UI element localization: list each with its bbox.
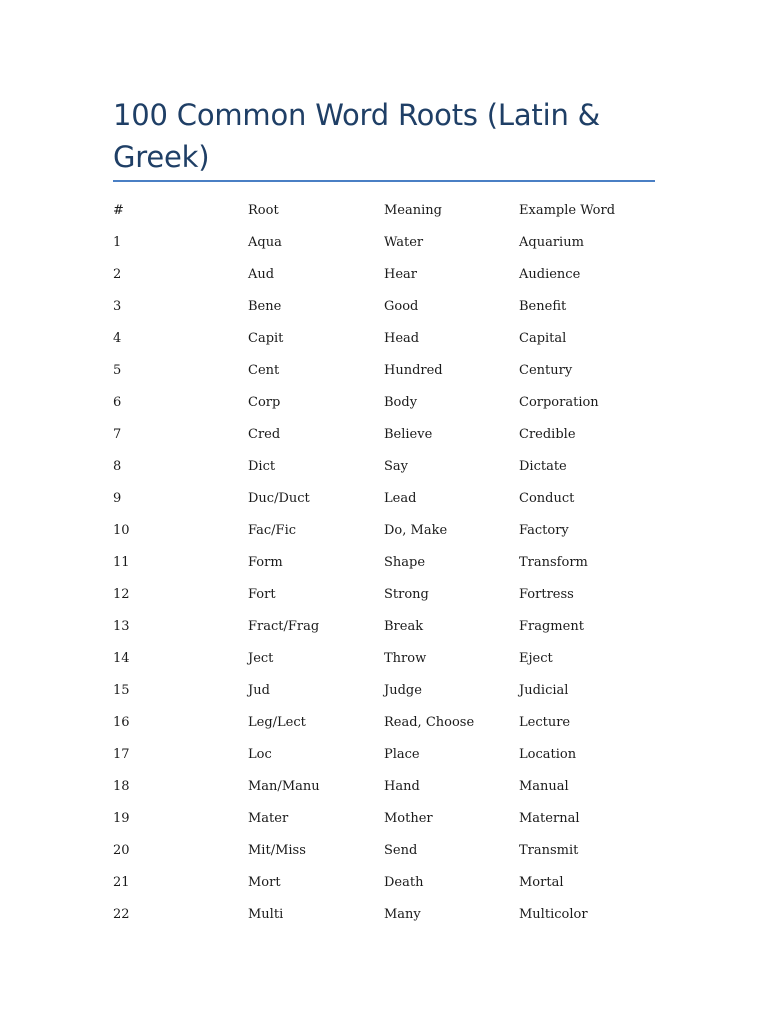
cell-meaning: Strong	[384, 586, 429, 602]
table-row	[113, 290, 673, 322]
table-row	[113, 866, 673, 898]
cell-root: Aqua	[248, 234, 282, 250]
cell-number: 18	[113, 778, 130, 794]
cell-number: 4	[113, 330, 122, 346]
cell-meaning: Say	[384, 458, 409, 474]
table-header-row	[113, 194, 673, 226]
cell-root: Jud	[248, 682, 270, 698]
cell-root: Mit/Miss	[248, 842, 306, 858]
table-row	[113, 610, 673, 642]
cell-number: 1	[113, 234, 122, 250]
table-row	[113, 418, 673, 450]
cell-root: Fac/Fic	[248, 522, 297, 538]
cell-meaning: Judge	[384, 682, 422, 698]
table-row	[113, 386, 673, 418]
cell-meaning: Water	[384, 234, 424, 250]
table-row	[113, 226, 673, 258]
cell-root: Duc/Duct	[248, 490, 310, 506]
cell-meaning: Mother	[384, 810, 433, 826]
cell-number: 6	[113, 394, 122, 410]
cell-example-word: Eject	[519, 650, 553, 666]
cell-root: Mater	[248, 810, 289, 826]
cell-root: Man/Manu	[248, 778, 320, 794]
cell-example-word: Conduct	[519, 490, 575, 506]
cell-root: Leg/Lect	[248, 714, 306, 730]
cell-example-word: Credible	[519, 426, 576, 442]
cell-root: Corp	[248, 394, 281, 410]
cell-root: Mort	[248, 874, 281, 890]
cell-number: 5	[113, 362, 122, 378]
cell-example-word: Audience	[519, 266, 581, 282]
cell-example-word: Transmit	[519, 842, 579, 858]
cell-number: 9	[113, 490, 122, 506]
table-row	[113, 322, 673, 354]
cell-meaning: Break	[384, 618, 424, 634]
cell-example-word: Aquarium	[519, 234, 584, 250]
cell-example-word: Manual	[519, 778, 569, 794]
cell-meaning: Good	[384, 298, 419, 314]
cell-example-word: Fragment	[519, 618, 584, 634]
table-row	[113, 642, 673, 674]
cell-example-word: Fortress	[519, 586, 574, 602]
cell-number: 20	[113, 842, 130, 858]
cell-meaning: Throw	[384, 650, 427, 666]
table-row	[113, 482, 673, 514]
cell-meaning: Do, Make	[384, 522, 448, 538]
table-body	[113, 226, 673, 930]
cell-number: 14	[113, 650, 130, 666]
cell-number: 13	[113, 618, 130, 634]
table-row	[113, 834, 673, 866]
table-row	[113, 802, 673, 834]
cell-example-word: Transform	[519, 554, 588, 570]
cell-number: 3	[113, 298, 122, 314]
cell-example-word: Corporation	[519, 394, 599, 410]
document-title: 100 Common Word Roots (Latin & Greek)	[113, 98, 601, 174]
cell-root: Multi	[248, 906, 284, 922]
cell-example-word: Mortal	[519, 874, 564, 890]
table-row	[113, 674, 673, 706]
cell-meaning: Body	[384, 394, 418, 410]
header-number: #	[113, 202, 124, 218]
header-example-word: Example Word	[519, 202, 616, 218]
cell-number: 11	[113, 554, 130, 570]
cell-meaning: Many	[384, 906, 421, 922]
cell-root: Aud	[248, 266, 275, 282]
table-row	[113, 738, 673, 770]
cell-root: Fort	[248, 586, 276, 602]
cell-meaning: Shape	[384, 554, 426, 570]
cell-number: 17	[113, 746, 130, 762]
cell-meaning: Read, Choose	[384, 714, 475, 730]
cell-example-word: Maternal	[519, 810, 580, 826]
cell-root: Bene	[248, 298, 282, 314]
cell-root: Ject	[248, 650, 274, 666]
cell-root: Cred	[248, 426, 281, 442]
cell-meaning: Believe	[384, 426, 433, 442]
cell-root: Cent	[248, 362, 280, 378]
table-row	[113, 546, 673, 578]
cell-example-word: Benefit	[519, 298, 567, 314]
cell-number: 10	[113, 522, 130, 538]
cell-number: 12	[113, 586, 130, 602]
cell-meaning: Send	[384, 842, 418, 858]
cell-number: 7	[113, 426, 122, 442]
table-row	[113, 770, 673, 802]
cell-example-word: Lecture	[519, 714, 571, 730]
table-row	[113, 898, 673, 930]
cell-number: 8	[113, 458, 122, 474]
cell-number: 15	[113, 682, 130, 698]
cell-number: 16	[113, 714, 130, 730]
cell-number: 19	[113, 810, 130, 826]
table-row	[113, 354, 673, 386]
cell-number: 21	[113, 874, 130, 890]
header-meaning: Meaning	[384, 202, 442, 218]
title-divider	[113, 180, 655, 182]
table-row	[113, 258, 673, 290]
cell-example-word: Multicolor	[519, 906, 588, 922]
table-row	[113, 706, 673, 738]
cell-example-word: Century	[519, 362, 573, 378]
cell-root: Loc	[248, 746, 272, 762]
table-row	[113, 578, 673, 610]
cell-meaning: Lead	[384, 490, 417, 506]
cell-example-word: Location	[519, 746, 577, 762]
cell-meaning: Hear	[384, 266, 417, 282]
table-row	[113, 450, 673, 482]
cell-example-word: Capital	[519, 330, 567, 346]
cell-meaning: Head	[384, 330, 420, 346]
word-roots-table	[113, 194, 673, 930]
cell-meaning: Death	[384, 874, 424, 890]
cell-root: Dict	[248, 458, 276, 474]
table-row	[113, 514, 673, 546]
cell-example-word: Judicial	[519, 682, 569, 698]
cell-example-word: Factory	[519, 522, 569, 538]
cell-number: 22	[113, 906, 130, 922]
cell-example-word: Dictate	[519, 458, 567, 474]
cell-meaning: Hundred	[384, 362, 443, 378]
cell-root: Fract/Frag	[248, 618, 320, 634]
header-root: Root	[248, 202, 279, 218]
cell-meaning: Hand	[384, 778, 420, 794]
cell-root: Form	[248, 554, 283, 570]
cell-number: 2	[113, 266, 122, 282]
cell-meaning: Place	[384, 746, 420, 762]
cell-root: Capit	[248, 330, 284, 346]
